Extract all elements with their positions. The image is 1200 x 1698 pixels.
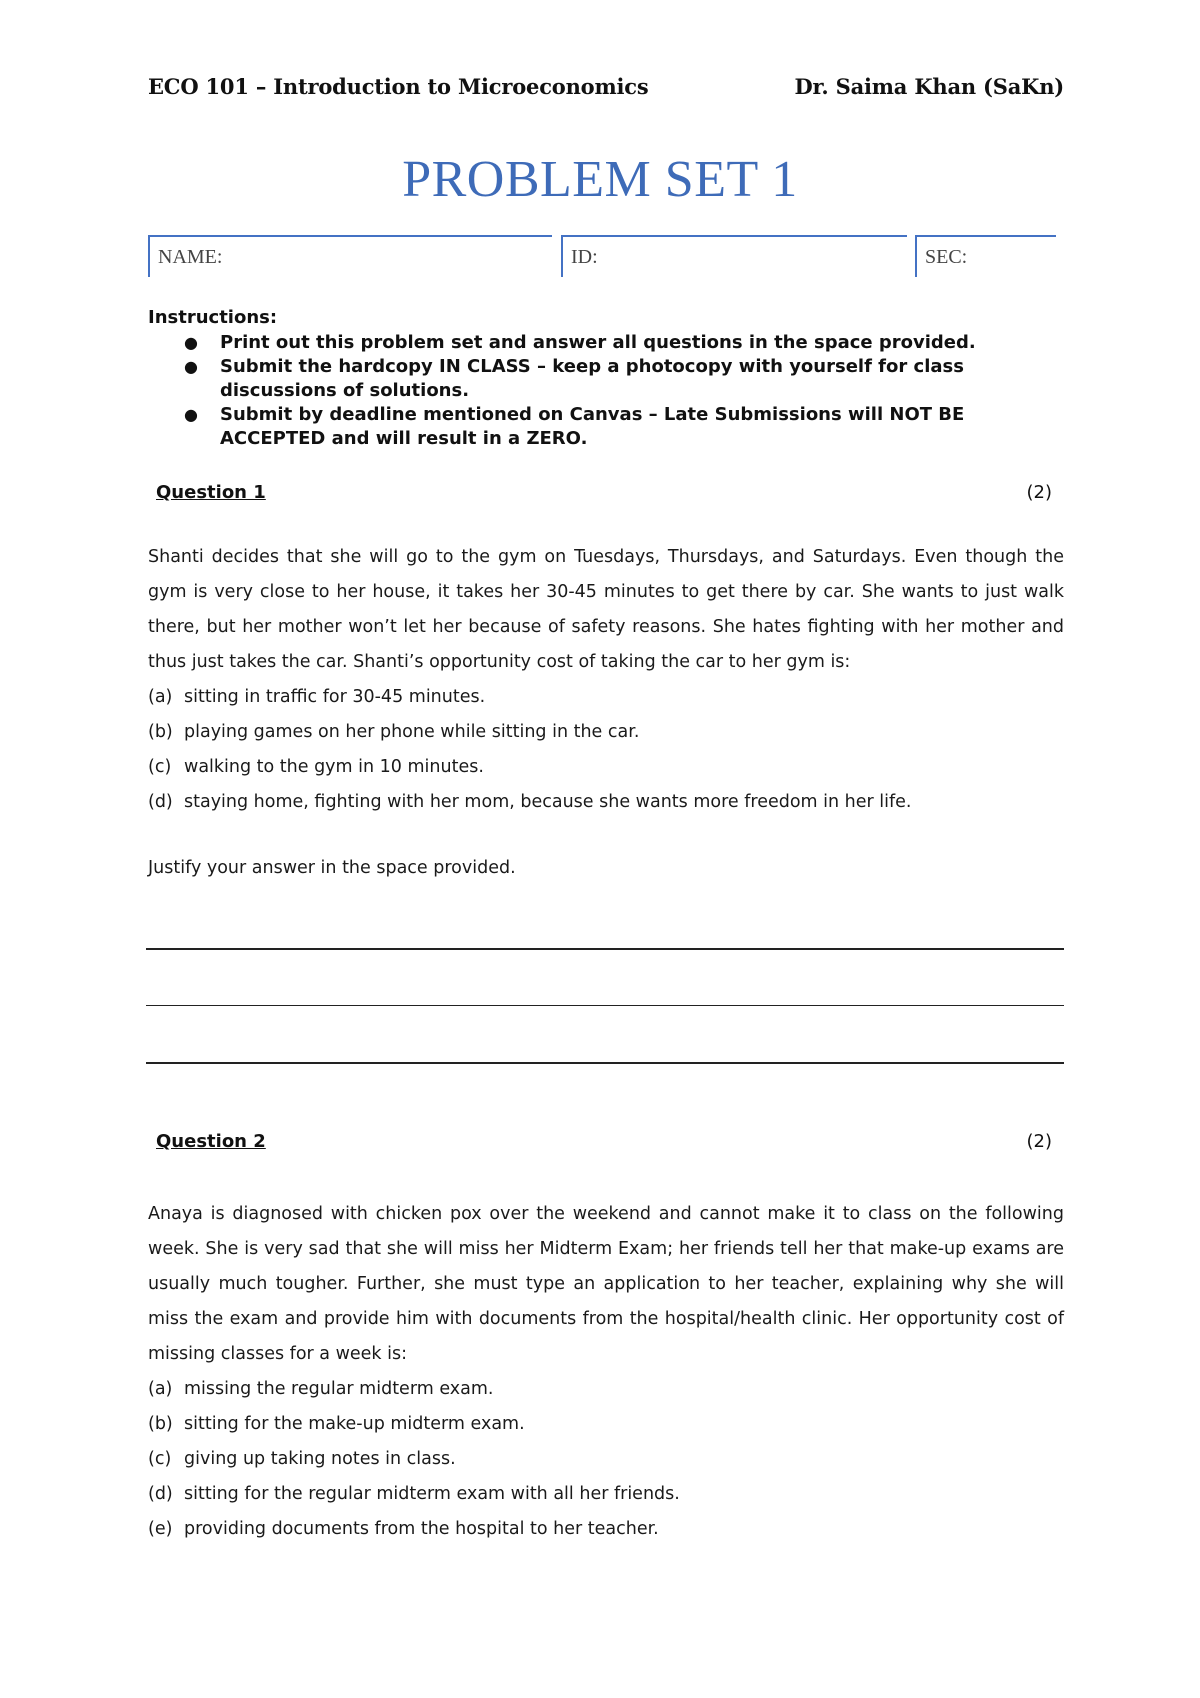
option-text: giving up taking notes in class. bbox=[184, 1449, 456, 1469]
id-field-label: ID: bbox=[571, 246, 598, 268]
option-text: sitting in traffic for 30-45 minutes. bbox=[184, 687, 486, 707]
name-field[interactable] bbox=[148, 235, 552, 277]
option bbox=[148, 1477, 1064, 1512]
option bbox=[148, 1372, 1064, 1407]
option-text: missing the regular midterm exam. bbox=[184, 1379, 494, 1399]
answer-line[interactable] bbox=[146, 1062, 1064, 1064]
option-label: (e) bbox=[148, 1519, 173, 1539]
question-2-points: (2) bbox=[1026, 1131, 1052, 1152]
option bbox=[148, 1442, 1064, 1477]
instructions-list bbox=[148, 331, 1068, 451]
question-2-text: Anaya is diagnosed with chicken pox over the weekend and cannot make it to class on the following week. She is very sad that she will miss her Midterm Exam; her friends tell her that make-up exams are usually much tougher. Further, she must type an application to her teacher, explaining why she will miss the exam and provide him with documents from the hospital/health clinic. Her opportunity cost of missing classes for a week is: bbox=[148, 1204, 1064, 1364]
option bbox=[148, 785, 1064, 820]
option bbox=[148, 750, 1064, 785]
justify-instruction: Justify your answer in the space provided. bbox=[148, 858, 516, 878]
option-label: (c) bbox=[148, 1449, 172, 1469]
sec-field[interactable] bbox=[915, 235, 1056, 277]
option-label: (a) bbox=[148, 687, 173, 707]
answer-line[interactable] bbox=[146, 948, 1064, 950]
option bbox=[148, 715, 1064, 750]
instruction-item bbox=[148, 355, 1068, 403]
course-title: ECO 101 – Introduction to Microeconomics bbox=[148, 74, 649, 99]
instruction-item bbox=[148, 403, 1068, 451]
question-2-header bbox=[156, 1131, 1052, 1152]
id-field[interactable] bbox=[561, 235, 907, 277]
option bbox=[148, 1512, 1064, 1547]
option-text: playing games on her phone while sitting in the car. bbox=[184, 722, 640, 742]
option-text: providing documents from the hospital to her teacher. bbox=[184, 1519, 659, 1539]
question-1-points: (2) bbox=[1026, 482, 1052, 503]
option-label: (b) bbox=[148, 722, 173, 742]
question-2-options bbox=[148, 1372, 1064, 1547]
option-label: (d) bbox=[148, 792, 173, 812]
instruction-text: Submit by deadline mentioned on Canvas – Late Submissions will NOT BE ACCEPTED and will result in a ZERO. bbox=[220, 404, 965, 449]
option-text: sitting for the make-up midterm exam. bbox=[184, 1414, 525, 1434]
question-1-options bbox=[148, 680, 1064, 820]
sec-field-label: SEC: bbox=[925, 246, 968, 268]
bullet-icon: ● bbox=[184, 357, 198, 376]
instructor-name: Dr. Saima Khan (SaKn) bbox=[794, 74, 1064, 99]
instruction-text: Submit the hardcopy IN CLASS – keep a photocopy with yourself for class discussions of solutions. bbox=[220, 356, 964, 401]
bullet-icon: ● bbox=[184, 333, 198, 352]
option-label: (d) bbox=[148, 1484, 173, 1504]
question-1-title: Question 1 bbox=[156, 482, 266, 503]
option-text: walking to the gym in 10 minutes. bbox=[184, 757, 484, 777]
option-label: (c) bbox=[148, 757, 172, 777]
instruction-text: Print out this problem set and answer all questions in the space provided. bbox=[220, 332, 976, 353]
question-1-text: Shanti decides that she will go to the gym on Tuesdays, Thursdays, and Saturdays. Even though the gym is very close to her house, it takes her 30-45 minutes to get there by car. She wants to just walk there, but her mother won’t let her because of safety reasons. She hates fighting with her mother and thus just takes the car. Shanti’s opportunity cost of taking the car to her gym is: bbox=[148, 547, 1064, 672]
name-field-label: NAME: bbox=[158, 246, 223, 268]
instructions-heading: Instructions: bbox=[148, 307, 278, 328]
instruction-item bbox=[148, 331, 1068, 355]
page-header bbox=[148, 74, 1064, 99]
question-2-title: Question 2 bbox=[156, 1131, 266, 1152]
question-1-header bbox=[156, 482, 1052, 503]
page-title: PROBLEM SET 1 bbox=[402, 151, 798, 208]
option-label: (a) bbox=[148, 1379, 173, 1399]
bullet-icon: ● bbox=[184, 405, 198, 424]
instructions-block bbox=[148, 306, 1068, 451]
option bbox=[148, 680, 1064, 715]
option-label: (b) bbox=[148, 1414, 173, 1434]
option-text: sitting for the regular midterm exam with all her friends. bbox=[184, 1484, 680, 1504]
option-text: staying home, fighting with her mom, because she wants more freedom in her life. bbox=[184, 792, 912, 812]
answer-line[interactable] bbox=[146, 1005, 1064, 1006]
option bbox=[148, 1407, 1064, 1442]
